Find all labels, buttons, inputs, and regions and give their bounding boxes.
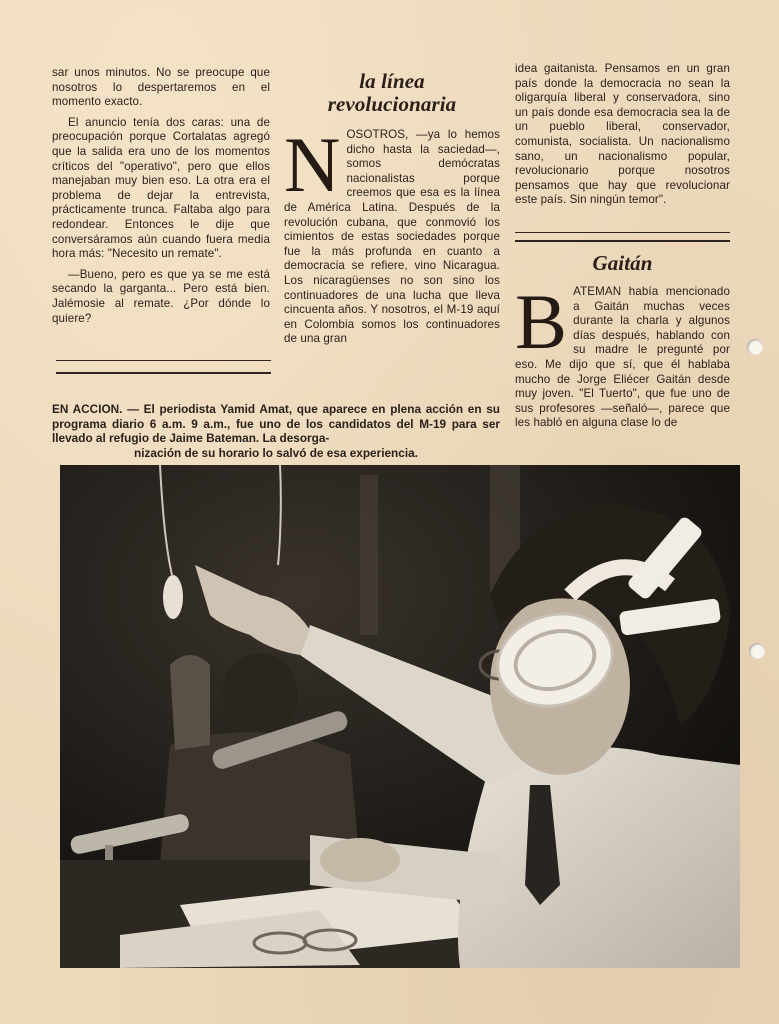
paragraph: idea gaitanista. Pensamos en un gran país donde la democracia no sean la oligarquía liberal y conservadora, sino un país donde esa democracia sea la de un pueblo liberal, conservador, comunista, socialista. Un nacionalismo sano, un nacionalismo popular, revolucionario porque nosotros pensamos que hay que revolucionar este país. Sin ningún temor". (515, 62, 730, 207)
paragraph: OSOTROS, —ya lo hemos dicho hasta la saciedad—, somos demócratas nacionalistas porque creemos que esa es la línea de América Latina. Después de la revolución cubana, que conmovió los cimientos de estas sociedades porque fue la más profunda en cuanto a democracia se refiere, vino Nicaragua. Los nicaragüenses no son sino los continuadores de una lucha que lleva cincuenta años. Y nosotros, el M-19 aquí en Colombia somos los continuadores de una gran (284, 128, 500, 346)
caption-lead: EN ACCION. (52, 402, 123, 416)
section-heading: la línea revolucionaria (327, 69, 457, 116)
binder-hole (747, 339, 763, 355)
divider-rule (56, 372, 271, 374)
caption-text: — El periodista Yamid Amat, que aparece en plena acción en su programa diario 6 a.m. 9 a.m., fue uno de los candidatos del M-19 para ser llevado al refugio de Jaime Bateman. La desorga- (52, 402, 500, 446)
drop-cap: N (284, 121, 341, 208)
paragraph: ATEMAN había mencionado a Gaitán muchas veces durante la charla y algunos días después, hablando con su madre le pregunté por eso. Me dijo que sí, que él hablaba mucho de Jorge Eliécer Gaitán desde muy joven. "El Tuerto", que fue uno de sus profesores —señaló—, parece que les habló en alguna clase lo de (515, 284, 730, 430)
news-photo (60, 465, 740, 968)
paragraph: —Bueno, pero es que ya se me está secando la garganta... Pero está bien. Jalémosie al remate. ¿Por dónde lo quiere? (52, 267, 270, 325)
binder-hole (749, 643, 765, 659)
photo-caption (52, 402, 500, 460)
article-column-2 (284, 70, 500, 347)
article-column-1 (52, 66, 270, 326)
section-heading: Gaitán (592, 250, 653, 275)
divider-rule (56, 360, 271, 361)
caption-last-line: nización de su horario lo salvó de esa experiencia. (134, 445, 418, 460)
article-column-3 (515, 62, 730, 431)
radio-host-photo (60, 465, 740, 968)
paragraph: sar unos minutos. No se preocupe que nosotros lo despertaremos en el momento exacto. (52, 66, 270, 109)
paragraph: El anuncio tenía dos caras: una de preocupación porque Cortalatas agregó que la salida era uno de los momentos críticos del "operativo", pero que ellos manejaban muy bien eso. La otra era el problema de dejar la entrevista, prácticamente trunca. Faltaba algo para redondear. Entonces le dije que conversáramos aún cuando fuera media hora más: "Necesito un remate". (52, 115, 270, 261)
drop-cap: B (515, 277, 568, 365)
